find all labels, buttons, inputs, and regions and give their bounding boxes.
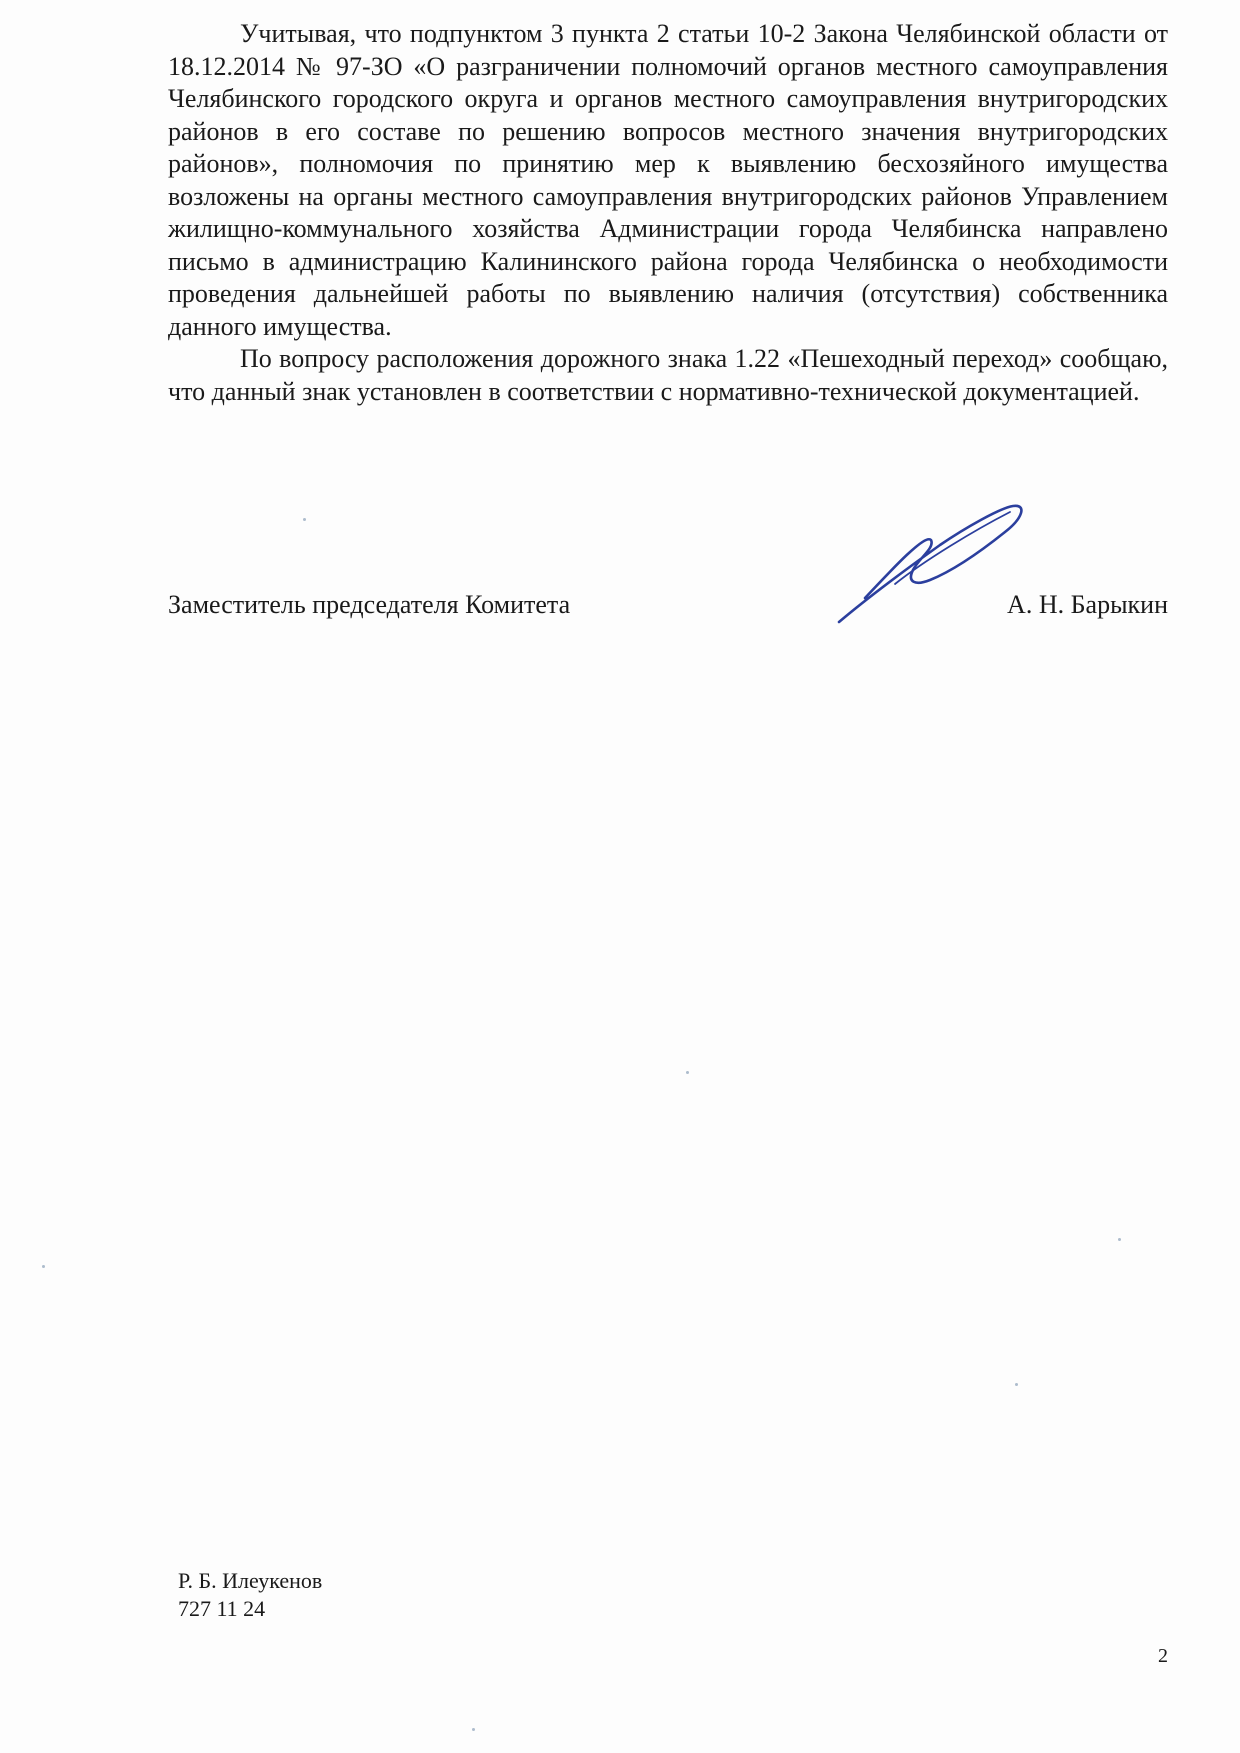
signatory-position: Заместитель председателя Комитета [168, 590, 571, 619]
paragraph-ownerless-property: Учитывая, что подпунктом 3 пункта 2 статьи 10-2 Закона Челябинской области от 18.12.2014 № 97-ЗО «О разграничении полномочий органов местного самоуправления Челябинского городского округа и органов местного самоуправления внутригородских районов в его составе по решению вопросов местного значения внутригородских районов», полномочия по принятию мер к выявлению бесхозяйного имущества возложены на органы местного самоуправления внутригородских районов Управлением жилищно-коммунального хозяйства Администрации города Челябинска направлено письмо в администрацию Калининского района города Челябинска о необходимости проведения дальнейшей работы по выявлению наличия (отсутствия) собственника данного имущества. [168, 19, 1168, 341]
scan-speck [472, 1728, 475, 1731]
scan-speck [303, 518, 306, 521]
executor-block [178, 1567, 322, 1623]
paragraph-road-sign: По вопросу расположения дорожного знака 1.22 «Пешеходный переход» сообщаю, что данный знак установлен в соответствии с нормативно-технической документацией. [168, 344, 1168, 406]
scan-speck [1015, 1383, 1018, 1386]
letter-body [168, 18, 1168, 408]
scan-speck [686, 1071, 689, 1074]
signature-block [168, 590, 1168, 630]
page-number: 2 [1158, 1645, 1168, 1667]
executor-phone: 727 11 24 [178, 1596, 266, 1621]
scan-speck [42, 1265, 45, 1268]
signatory-name: А. Н. Барыкин [1007, 590, 1168, 619]
scan-speck [1118, 1238, 1121, 1241]
executor-name: Р. Б. Илеукенов [178, 1568, 323, 1593]
